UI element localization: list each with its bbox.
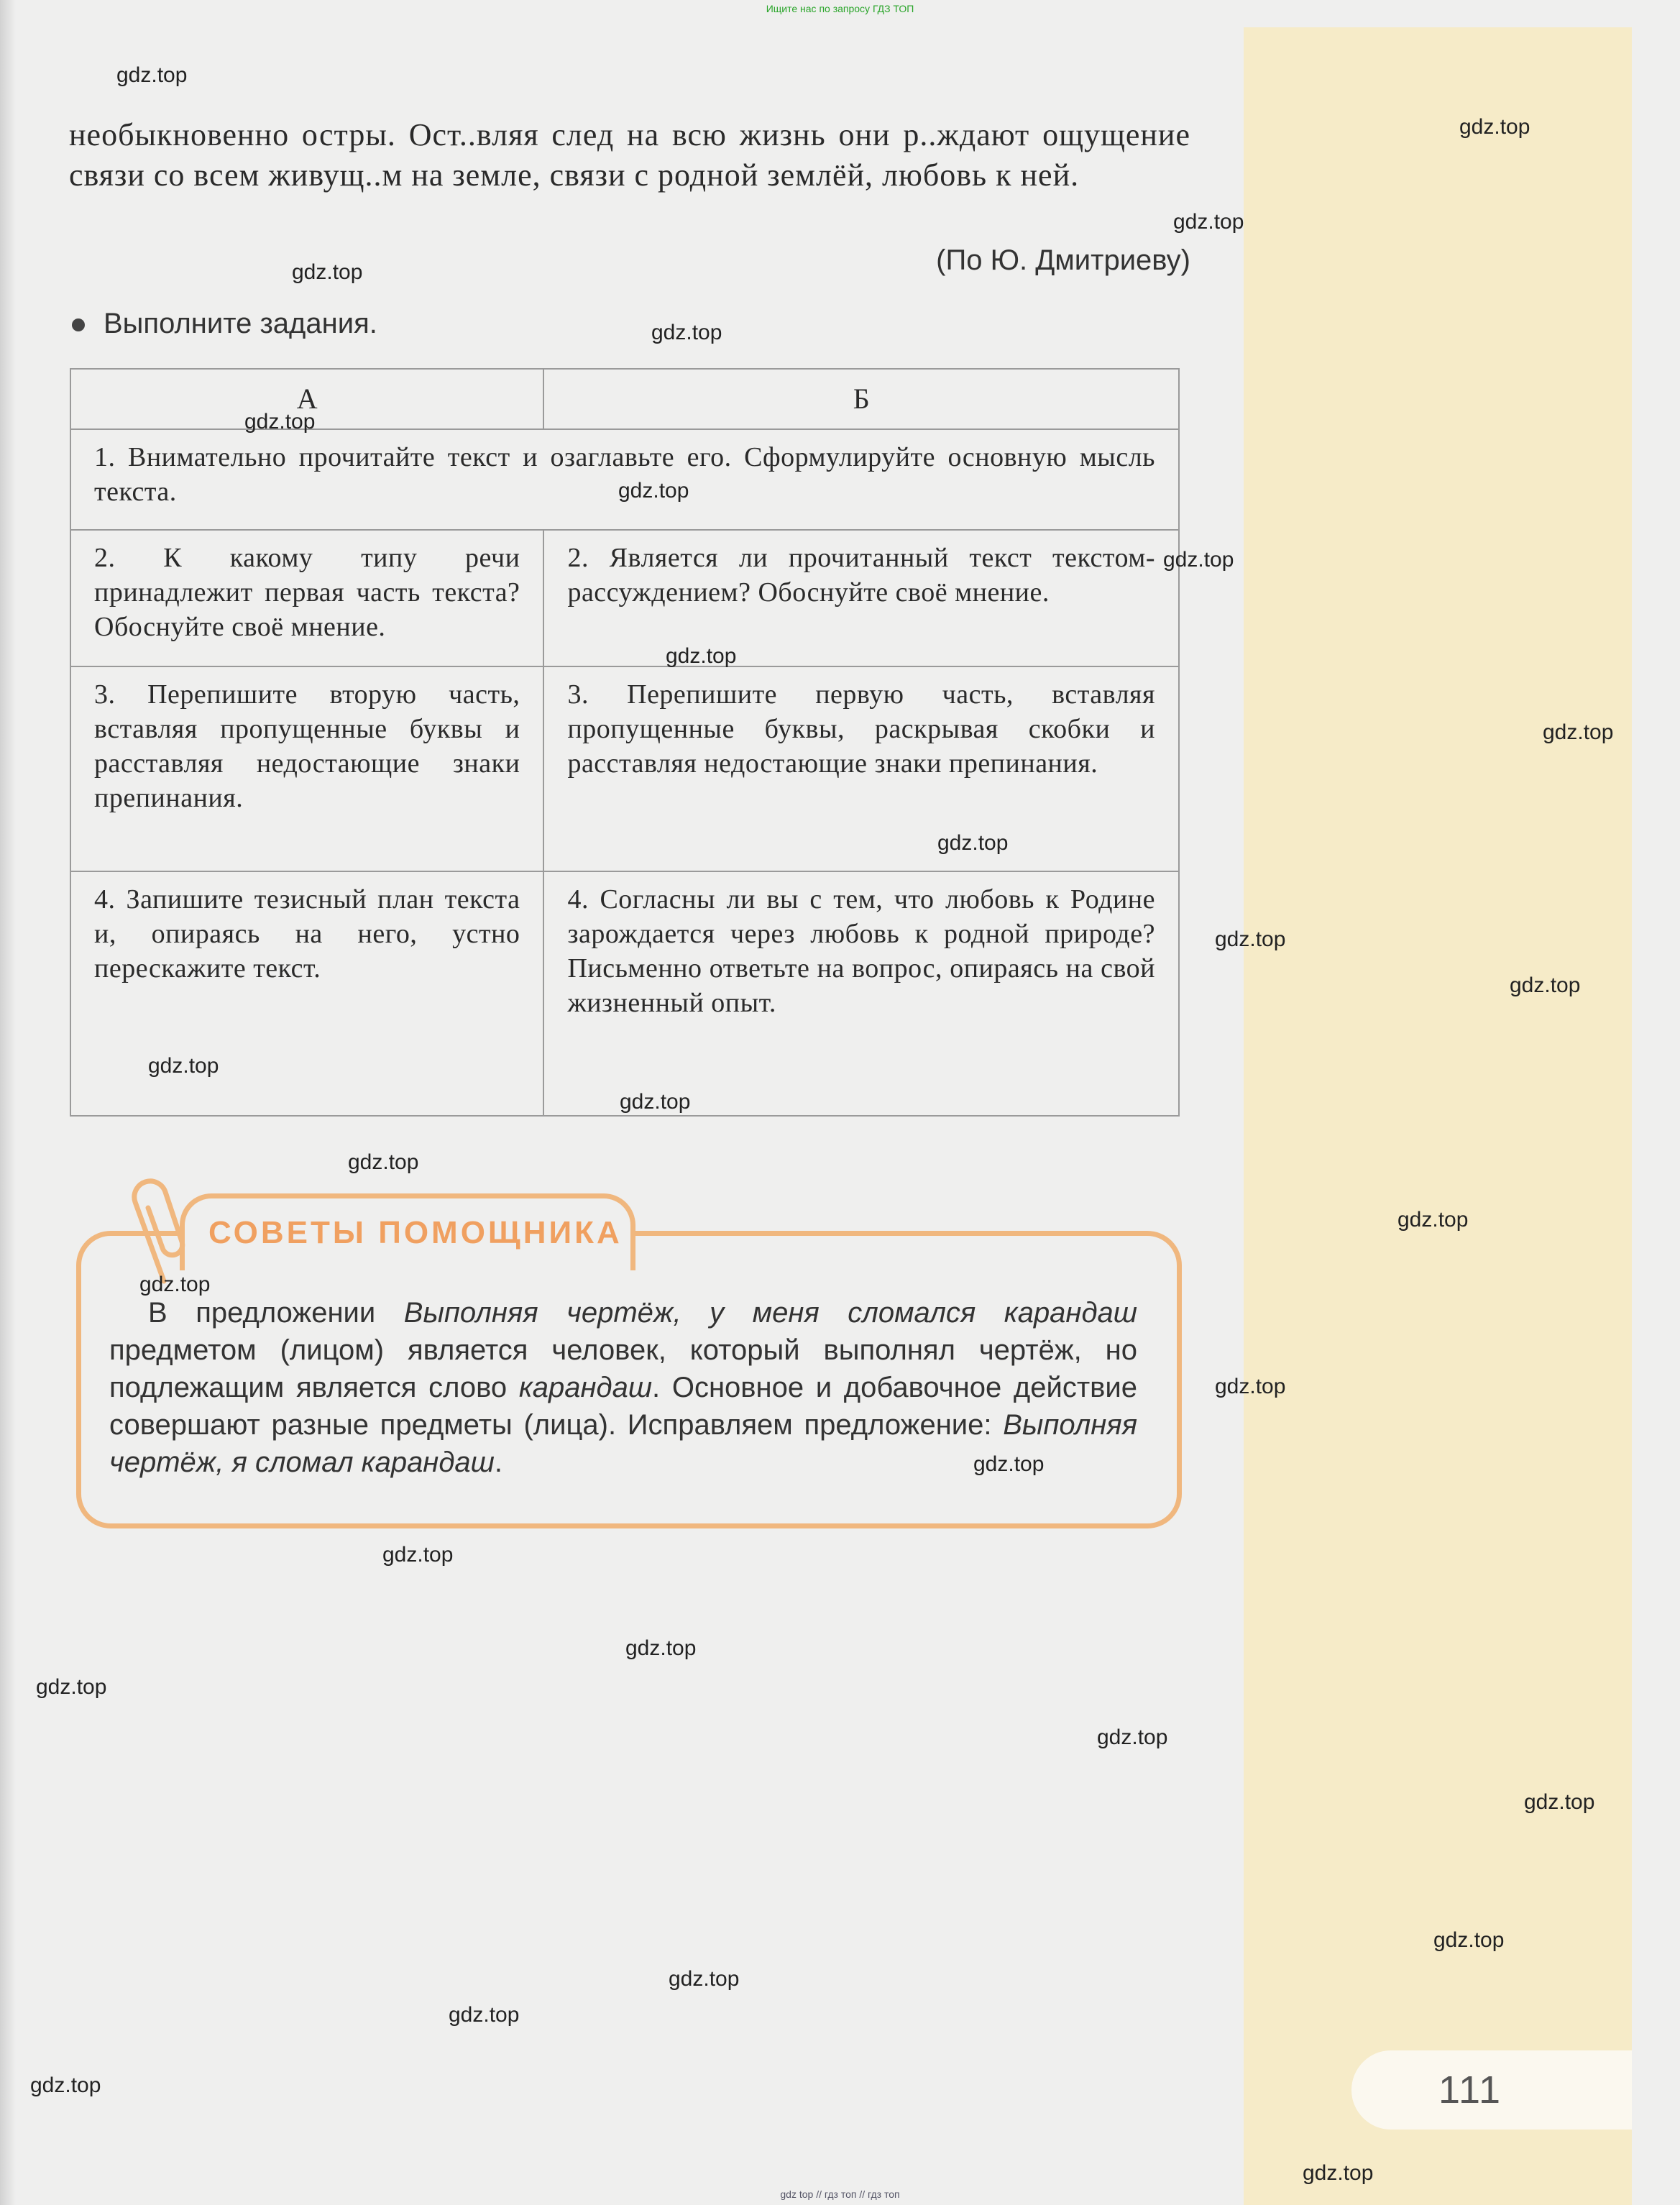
watermark[interactable]: gdz.top: [666, 644, 737, 668]
table-row: [70, 871, 1179, 1116]
table-row: [70, 530, 1179, 666]
watermark[interactable]: gdz.top: [148, 1054, 219, 1078]
watermark[interactable]: gdz.top: [1459, 115, 1530, 139]
watermark[interactable]: gdz.top: [244, 410, 316, 434]
page-spine-shadow: [0, 0, 16, 2205]
table-row: [70, 666, 1179, 871]
watermark[interactable]: gdz.top: [139, 1273, 211, 1296]
watermark[interactable]: gdz.top: [1397, 1208, 1469, 1232]
watermark[interactable]: gdz.top: [669, 1967, 740, 1991]
paperclip-icon: [121, 1173, 185, 1288]
watermark[interactable]: gdz.top: [620, 1090, 691, 1114]
task-cell-a: 2. К какому типу речи принадлежит первая часть текста? Обоснуйте своё мнение.: [70, 530, 543, 666]
watermark[interactable]: gdz.top: [1097, 1725, 1168, 1749]
watermark[interactable]: gdz.top: [348, 1150, 419, 1174]
watermark[interactable]: gdz.top: [30, 2073, 101, 2097]
helper-text-part: .: [494, 1447, 503, 1478]
page-number: 111: [1438, 2068, 1502, 2112]
task-cell-b: 3. Перепишите первую часть, вставляя пропущенные буквы, раскрывая скобки и расставляя недостающие знаки препинания.: [543, 666, 1179, 871]
passage-author: (По Ю. Дмитриеву): [936, 244, 1190, 276]
helper-title: СОВЕТЫ ПОМОЩНИКА: [208, 1215, 623, 1250]
watermark[interactable]: gdz.top: [618, 479, 689, 503]
helper-example-wrong: Выполняя чертёж, у меня сломался карандаш: [403, 1297, 1138, 1329]
watermark[interactable]: gdz.top: [651, 321, 722, 344]
helper-example-word: карандаш: [518, 1372, 653, 1403]
task-cell-common: 1. Внимательно прочитайте текст и озаглавьте его. Сформулируйте основную мысль текста.: [70, 429, 1179, 530]
page-margin-strip: [1244, 27, 1632, 2205]
watermark[interactable]: gdz.top: [1215, 1375, 1286, 1398]
table-header-row: [70, 369, 1179, 429]
task-cell-b: 2. Является ли прочитанный текст текстом-рассуждением? Обоснуйте своё мнение.: [543, 530, 1179, 666]
helper-text-part: предметом (лицом) является человек, который выполнял чертёж, но подлежащим является слово: [109, 1334, 1137, 1403]
watermark[interactable]: gdz.top: [116, 63, 188, 87]
watermark[interactable]: gdz.top: [1543, 720, 1614, 744]
task-cell-a: 4. Запишите тезисный план текста и, опираясь на него, устно перескажите текст.: [70, 871, 543, 1116]
watermark[interactable]: gdz.top: [1215, 927, 1286, 951]
watermark[interactable]: gdz.top: [937, 831, 1009, 855]
helper-text-part: . Основное и добавочное действие совершают разные предметы (лица). Исправляем предложение:: [109, 1372, 1137, 1441]
watermark[interactable]: gdz.top: [1510, 973, 1581, 997]
watermark[interactable]: gdz.top: [625, 1636, 697, 1660]
task-cell-b: 4. Согласны ли вы с тем, что любовь к Родине зарождается через любовь к родной природе? Письменно ответьте на вопрос, опираясь на свой жизненный опыт.: [543, 871, 1179, 1116]
watermark[interactable]: gdz.top: [382, 1543, 454, 1567]
watermark[interactable]: gdz.top: [36, 1675, 107, 1699]
top-banner[interactable]: Ищите нас по запросу ГДЗ ТОП: [766, 3, 914, 14]
passage-text: необыкновенно остры. Ост..вляя след на всю жизнь они р..ждают ощущение связи со всем живущ..м на земле, связи с родной землёй, любовь к ней.: [69, 117, 1190, 193]
bullet-icon: [72, 318, 85, 331]
watermark[interactable]: gdz.top: [292, 260, 363, 284]
column-header-a: А: [70, 369, 543, 429]
watermark[interactable]: gdz.top: [1173, 210, 1244, 234]
watermark[interactable]: gdz.top: [1163, 548, 1234, 572]
watermark[interactable]: gdz.top: [1524, 1790, 1595, 1814]
bottom-banner[interactable]: gdz top // гдз топ // гдз топ: [780, 2188, 900, 2200]
instruction: [72, 308, 377, 340]
watermark[interactable]: gdz.top: [1433, 1928, 1505, 1952]
watermark[interactable]: gdz.top: [449, 2003, 520, 2027]
task-cell-a: 3. Перепишите вторую часть, вставляя пропущенные буквы и расставляя недостающие знаки препинания.: [70, 666, 543, 871]
watermark[interactable]: gdz.top: [973, 1452, 1045, 1476]
page-number-box: [1351, 2050, 1632, 2130]
watermark[interactable]: gdz.top: [1303, 2161, 1374, 2185]
column-header-b: Б: [543, 369, 1179, 429]
helper-text-part: В предложении: [148, 1297, 404, 1329]
instruction-text: Выполните задания.: [104, 308, 377, 339]
helper-example-correct: Выполняя чертёж, я сломал карандаш: [109, 1409, 1137, 1478]
